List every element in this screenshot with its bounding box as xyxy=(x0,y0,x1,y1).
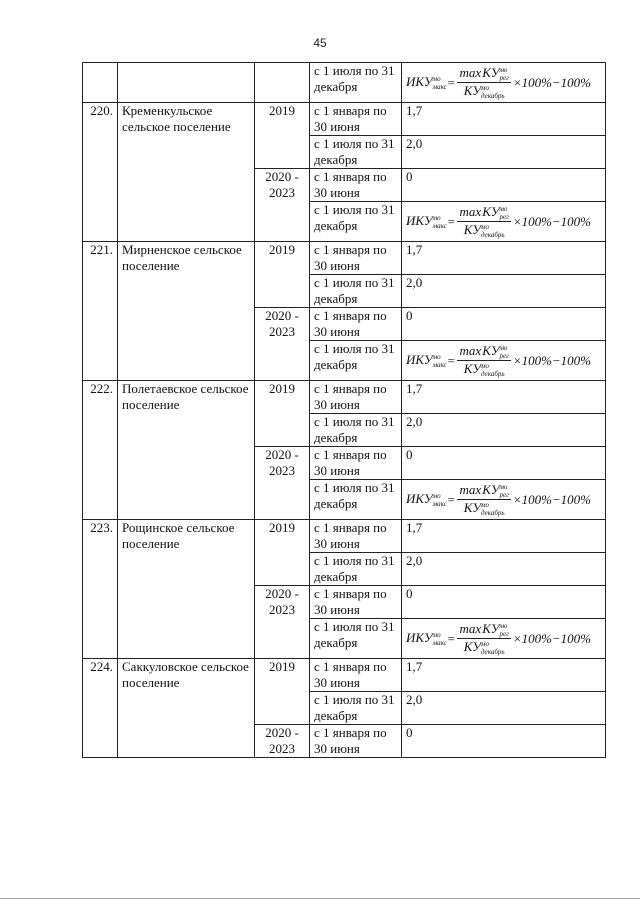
formula: ИКУ мо макс = max КУ мо рег КУ мо декабрь ×100%−100% xyxy=(406,203,592,240)
value: 2,0 xyxy=(402,692,606,725)
period: с 1 июля по 31 декабря xyxy=(310,341,402,381)
value: 0 xyxy=(402,447,606,480)
formula-lhs: ИКУ xyxy=(406,351,433,367)
formula: ИКУ мо макс = max КУ мо рег КУ мо декабрь ×100%−100% xyxy=(406,620,592,657)
formula-lhs: ИКУ xyxy=(406,73,433,89)
tariff-table xyxy=(82,62,606,758)
year-2019: 2019 xyxy=(255,659,310,725)
year-2020-2023: 2020 - 2023 xyxy=(255,447,310,520)
cell-period: с 1 июля по 31 декабря xyxy=(310,63,402,103)
cell-formula xyxy=(402,619,606,659)
value: 1,7 xyxy=(402,520,606,553)
period: с 1 января по 30 июня xyxy=(310,308,402,341)
table-row xyxy=(83,659,606,692)
value: 2,0 xyxy=(402,414,606,447)
value: 0 xyxy=(402,725,606,758)
formula-fraction: max КУ мо рег КУ мо декабрь xyxy=(459,342,509,379)
formula-fraction: max КУ мо рег КУ мо декабрь xyxy=(459,481,509,518)
settlement-name: Полетаевское сельское поселение xyxy=(118,381,255,520)
year-2020-2023: 2020 - 2023 xyxy=(255,169,310,242)
period: с 1 января по 30 июня xyxy=(310,586,402,619)
row-number: 220. xyxy=(83,103,118,242)
period: с 1 июля по 31 декабря xyxy=(310,553,402,586)
formula-fraction: max КУ мо рег КУ мо декабрь xyxy=(459,203,509,240)
formula: ИКУ мо макс = max КУ мо рег КУ мо декабрь ×100%−100% xyxy=(406,342,592,379)
cell-formula xyxy=(402,202,606,242)
value: 2,0 xyxy=(402,275,606,308)
value: 0 xyxy=(402,586,606,619)
value: 2,0 xyxy=(402,136,606,169)
period: с 1 января по 30 июня xyxy=(310,725,402,758)
row-number: 222. xyxy=(83,381,118,520)
year-2019: 2019 xyxy=(255,242,310,308)
settlement-name: Кременкульское сельское поселение xyxy=(118,103,255,242)
formula-lhs: ИКУ xyxy=(406,629,433,645)
value: 1,7 xyxy=(402,659,606,692)
page-number: 45 xyxy=(313,36,327,50)
settlement-name: Мирненское сельское поселение xyxy=(118,242,255,381)
value: 0 xyxy=(402,308,606,341)
value: 1,7 xyxy=(402,242,606,275)
value: 2,0 xyxy=(402,553,606,586)
table-row xyxy=(83,381,606,414)
formula-lhs: ИКУ xyxy=(406,490,433,506)
row-number: 224. xyxy=(83,659,118,758)
period: с 1 июля по 31 декабря xyxy=(310,136,402,169)
formula: ИКУ мо макс = max КУ мо рег КУ мо декабрь ×100%−100% xyxy=(406,64,592,101)
page-bottom-rule xyxy=(0,898,640,899)
value: 1,7 xyxy=(402,381,606,414)
table-row xyxy=(83,520,606,553)
period: с 1 января по 30 июня xyxy=(310,447,402,480)
period: с 1 июля по 31 декабря xyxy=(310,202,402,242)
year-2020-2023: 2020 - 2023 xyxy=(255,308,310,381)
period: с 1 января по 30 июня xyxy=(310,381,402,414)
period: с 1 июля по 31 декабря xyxy=(310,480,402,520)
settlement-name: Рощинское сельское поселение xyxy=(118,520,255,659)
formula-lhs: ИКУ xyxy=(406,212,433,228)
period: с 1 января по 30 июня xyxy=(310,103,402,136)
formula: ИКУ мо макс = max КУ мо рег КУ мо декабрь ×100%−100% xyxy=(406,481,592,518)
year-2020-2023: 2020 - 2023 xyxy=(255,725,310,758)
year-2020-2023: 2020 - 2023 xyxy=(255,586,310,659)
value: 0 xyxy=(402,169,606,202)
formula-fraction: max КУ мо рег КУ мо декабрь xyxy=(459,620,509,657)
row-number: 223. xyxy=(83,520,118,659)
period: с 1 июля по 31 декабря xyxy=(310,275,402,308)
table-row xyxy=(83,103,606,136)
cell-formula xyxy=(402,480,606,520)
table-row xyxy=(83,242,606,275)
cell-year xyxy=(255,63,310,103)
period: с 1 января по 30 июня xyxy=(310,169,402,202)
period: с 1 июля по 31 декабря xyxy=(310,619,402,659)
period: с 1 января по 30 июня xyxy=(310,659,402,692)
formula-fraction: max КУ мо рег КУ мо декабрь xyxy=(459,64,509,101)
cell-formula xyxy=(402,63,606,103)
period: с 1 июля по 31 декабря xyxy=(310,414,402,447)
row-number: 221. xyxy=(83,242,118,381)
year-2019: 2019 xyxy=(255,103,310,169)
table-row xyxy=(83,63,606,103)
cell-formula xyxy=(402,341,606,381)
year-2019: 2019 xyxy=(255,520,310,586)
period: с 1 июля по 31 декабря xyxy=(310,692,402,725)
year-2019: 2019 xyxy=(255,381,310,447)
cell-num xyxy=(83,63,118,103)
period: с 1 января по 30 июня xyxy=(310,520,402,553)
settlement-name: Саккуловское сельское поселение xyxy=(118,659,255,758)
period: с 1 января по 30 июня xyxy=(310,242,402,275)
cell-name xyxy=(118,63,255,103)
value: 1,7 xyxy=(402,103,606,136)
